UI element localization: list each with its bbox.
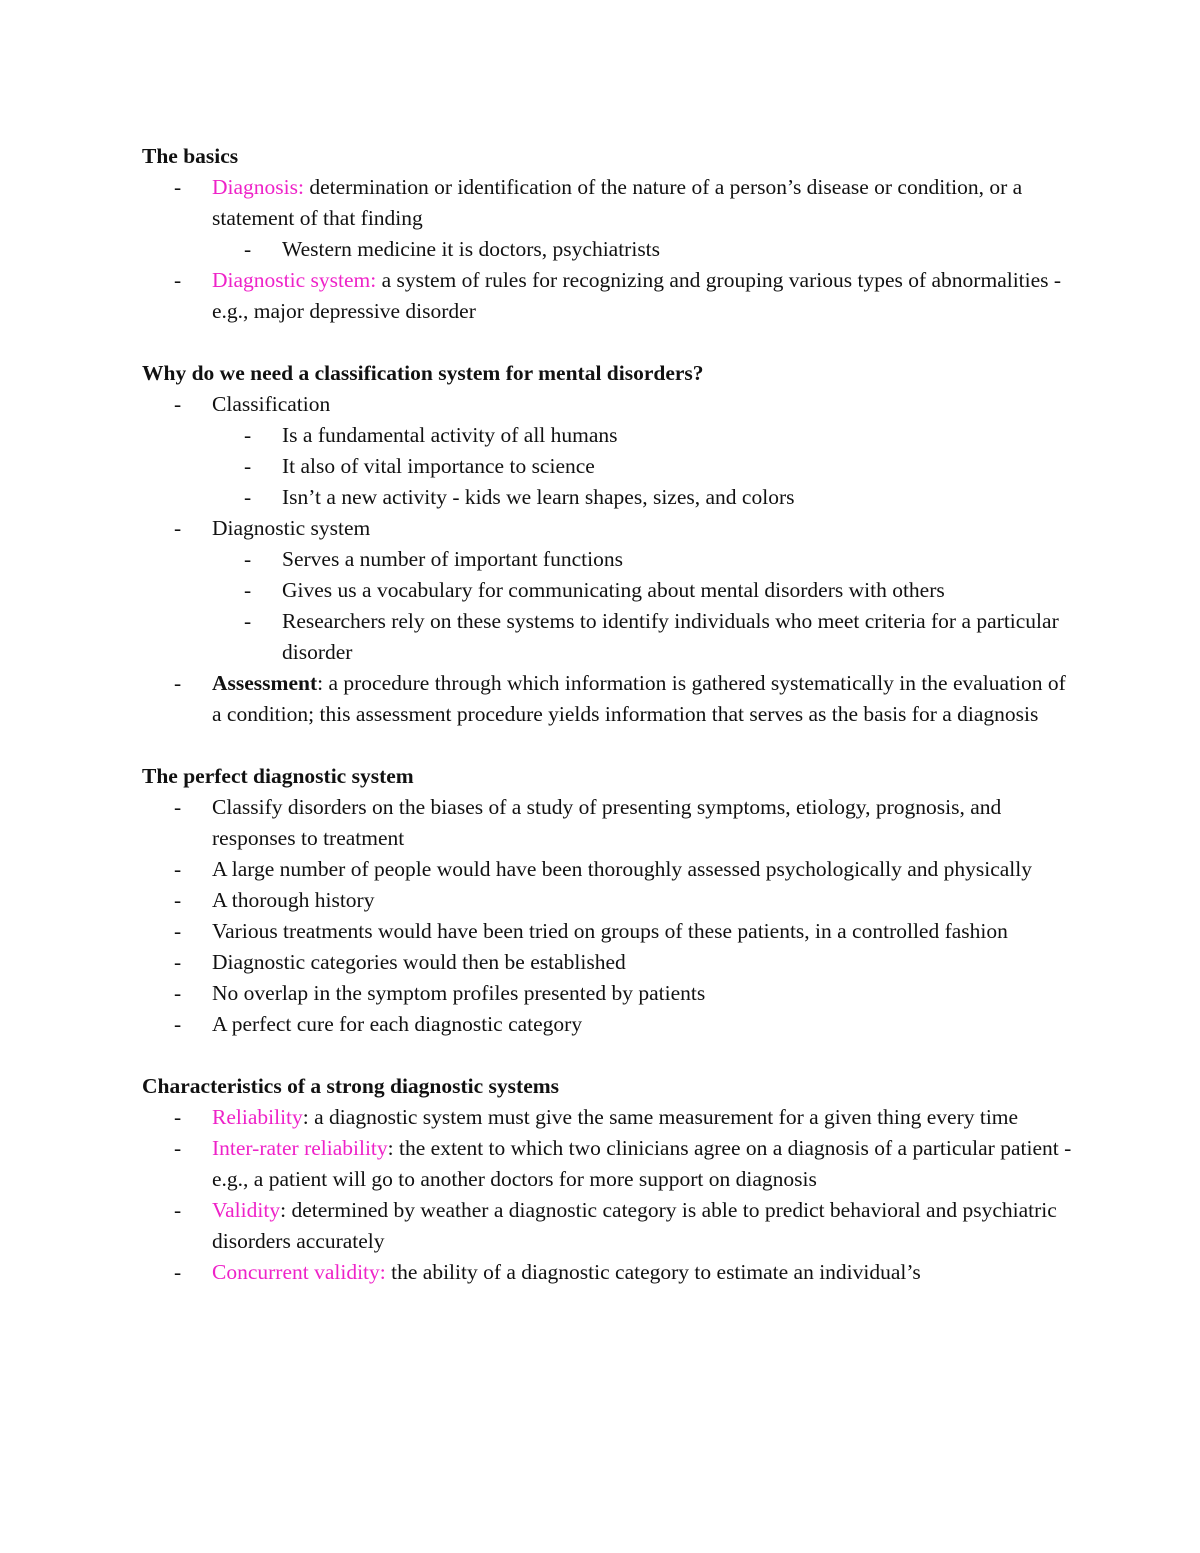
bullet-dash: -: [244, 609, 252, 633]
bullet-dash: -: [174, 1198, 182, 1222]
list-item: [142, 575, 1077, 606]
bullet-dash: -: [174, 671, 182, 695]
bullet-dash: -: [174, 1136, 182, 1160]
bullet-dash: -: [174, 516, 182, 540]
item-text: A thorough history: [212, 888, 375, 912]
bullet-dash: -: [174, 795, 182, 819]
section-heading-perfect-system: The perfect diagnostic system: [142, 764, 414, 788]
item-text: No overlap in the symptom profiles presented by patients: [212, 981, 706, 1005]
definition-text: determination or identification of the nature of a person’s disease or condition, or a statement of that finding: [212, 175, 1023, 230]
bullet-dash: -: [174, 950, 182, 974]
list-item: [142, 854, 1077, 885]
item-text: Serves a number of important functions: [282, 547, 623, 571]
item-text: Classify disorders on the biases of a study of presenting symptoms, etiology, prognosis, and responses to treatment: [212, 795, 1002, 850]
term-concurrent-validity: Concurrent validity:: [212, 1260, 386, 1284]
definition-text: : a procedure through which information is gathered systematically in the evaluation of a condition; this assessment procedure yields information that serves as the basis for a diagnosis: [212, 671, 1066, 726]
definition-text: : determined by weather a diagnostic category is able to predict behavioral and psychiatric disorders accurately: [212, 1198, 1057, 1253]
item-text: Diagnostic categories would then be established: [212, 950, 626, 974]
list-item: [142, 265, 1077, 327]
item-text: Gives us a vocabulary for communicating about mental disorders with others: [282, 578, 945, 602]
list-item: [142, 1102, 1077, 1133]
item-text: Various treatments would have been tried on groups of these patients, in a controlled fashion: [212, 919, 1008, 943]
bullet-dash: -: [244, 547, 252, 571]
term-diagnostic-system: Diagnostic system:: [212, 268, 377, 292]
bullet-dash: -: [174, 1260, 182, 1284]
list-item: [142, 513, 1077, 544]
bullet-dash: -: [174, 981, 182, 1005]
list-item: [142, 1257, 1077, 1288]
item-text: A perfect cure for each diagnostic category: [212, 1012, 583, 1036]
definition-text: : a diagnostic system must give the same measurement for a given thing every time: [302, 1105, 1019, 1129]
item-text: Isn’t a new activity - kids we learn shapes, sizes, and colors: [282, 485, 795, 509]
item-text: Diagnostic system: [212, 516, 371, 540]
list-item: [142, 451, 1077, 482]
blank-line: [142, 730, 1077, 761]
list-item: [142, 916, 1077, 947]
item-text: A large number of people would have been thoroughly assessed psychologically and physically: [212, 857, 1032, 881]
term-inter-rater-reliability: Inter-rater reliability: [212, 1136, 388, 1160]
list-item: [142, 482, 1077, 513]
list-item: [142, 544, 1077, 575]
list-item: [142, 172, 1077, 234]
bullet-dash: -: [174, 392, 182, 416]
item-text: Classification: [212, 392, 331, 416]
term-diagnosis: Diagnosis:: [212, 175, 304, 199]
bullet-dash: -: [174, 175, 182, 199]
term-validity: Validity: [212, 1198, 281, 1222]
bullet-dash: -: [174, 919, 182, 943]
item-text: Is a fundamental activity of all humans: [282, 423, 618, 447]
item-text: Western medicine it is doctors, psychiatrists: [282, 237, 661, 261]
definition-text: a system of rules for recognizing and grouping various types of abnormalities - e.g., major depressive disorder: [212, 268, 1062, 323]
list-item: [142, 885, 1077, 916]
item-text: It also of vital importance to science: [282, 454, 595, 478]
item-text: Researchers rely on these systems to identify individuals who meet criteria for a particular disorder: [282, 609, 1059, 664]
list-item: [142, 1195, 1077, 1257]
bullet-dash: -: [244, 485, 252, 509]
blank-line: [142, 1040, 1077, 1071]
definition-text: the ability of a diagnostic category to estimate an individual’s: [385, 1260, 921, 1284]
list-item: [142, 978, 1077, 1009]
term-assessment: Assessment: [212, 671, 318, 695]
section-heading-basics: The basics: [142, 144, 239, 168]
list-item: [142, 947, 1077, 978]
list-item: [142, 606, 1077, 668]
list-item: [142, 420, 1077, 451]
list-item: [142, 1133, 1077, 1195]
bullet-dash: -: [244, 423, 252, 447]
bullet-dash: -: [244, 237, 252, 261]
document-body: [142, 141, 1077, 1288]
list-item: [142, 792, 1077, 854]
section-heading-characteristics: Characteristics of a strong diagnostic systems: [142, 1074, 560, 1098]
blank-line: [142, 327, 1077, 358]
list-item: [142, 389, 1077, 420]
bullet-dash: -: [174, 1105, 182, 1129]
list-item: [142, 1009, 1077, 1040]
definition-text: : the extent to which two clinicians agree on a diagnosis of a particular patient - e.g., a patient will go to another doctors for more support on diagnosis: [212, 1136, 1072, 1191]
bullet-dash: -: [174, 268, 182, 292]
term-reliability: Reliability: [212, 1105, 303, 1129]
list-item: [142, 668, 1077, 730]
bullet-dash: -: [174, 888, 182, 912]
bullet-dash: -: [174, 1012, 182, 1036]
section-heading-why-classification: Why do we need a classification system for mental disorders?: [142, 361, 704, 385]
bullet-dash: -: [244, 578, 252, 602]
bullet-dash: -: [244, 454, 252, 478]
list-item: [142, 234, 1077, 265]
bullet-dash: -: [174, 857, 182, 881]
